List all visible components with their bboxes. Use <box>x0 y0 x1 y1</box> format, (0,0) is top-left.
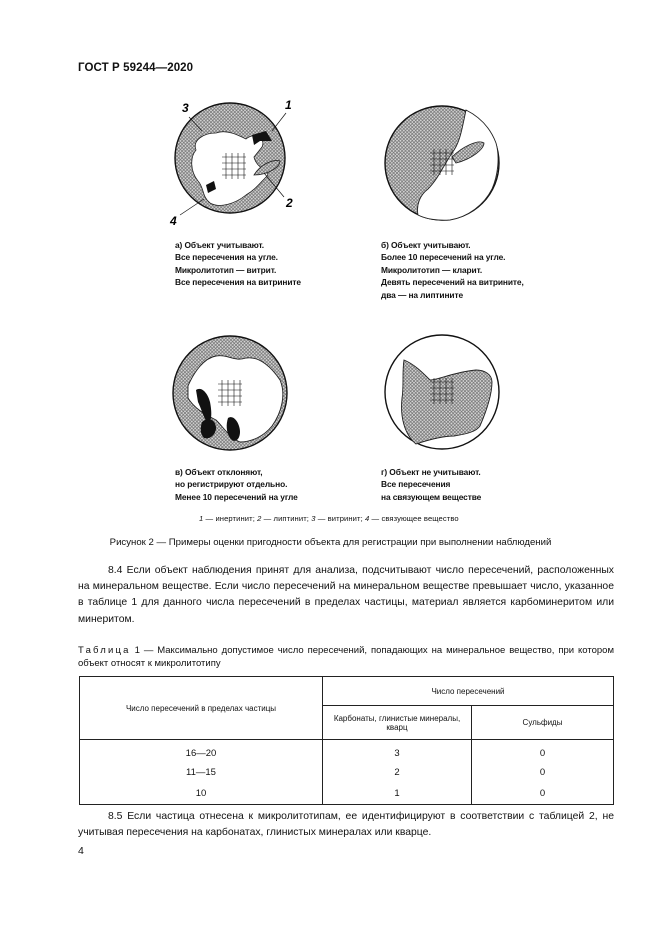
label-3: 3 <box>182 101 189 115</box>
header-sulfides: Сульфиды <box>472 706 614 740</box>
paragraph-8-4: 8.4 Если объект наблюдения принят для анализа, подсчитывают число пересечений, расположенных на минеральном веществе. Если число пересечений на минеральном веществе превышает число, указанное в таблице 1 для данного числа пересечений в пределах частицы, материал является карбоминеритом или минеритом. <box>78 565 614 625</box>
figure-panel-c <box>168 328 298 458</box>
label-2: 2 <box>286 196 293 210</box>
header-group: Число пересечений <box>323 677 614 706</box>
label-4: 4 <box>170 214 177 228</box>
figure-panel-a <box>160 95 320 235</box>
table-row: 11—15 2 0 <box>80 763 614 782</box>
caption-b: б) Объект учитывают. Более 10 пересечений на угле. Микролитотип — кларит. Девять пересечений на витрините, два — на липтините <box>381 240 524 300</box>
figure-legend: 1 — инертинит; 2 — липтинит; 3 — витринит; 4 — связующее вещество <box>199 514 459 523</box>
caption-c: в) Объект отклоняют, но регистрируют отдельно. Менее 10 пересечений на угле <box>175 467 298 502</box>
caption-d: г) Объект не учитывают. Все пересечения на связующем веществе <box>381 467 482 502</box>
figure-panel-d <box>380 330 510 458</box>
figure-title: Рисунок 2 — Примеры оценки пригодности объекта для регистрации при выполнении наблюдений <box>109 537 552 548</box>
caption-a: а) Объект учитывают. Все пересечения на угле. Микролитотип — витрит. Все пересечения на витрините <box>175 240 301 288</box>
page-number: 4 <box>78 845 84 857</box>
table-caption: Таблица 1 — Максимально допустимое число пересечений, попадающих на минеральное вещество, при котором объект относят к микролитотипу <box>78 645 614 669</box>
label-1: 1 <box>285 98 292 112</box>
document-code: ГОСТ Р 59244—2020 <box>78 62 194 74</box>
header-carbonates: Карбонаты, глинистые минералы, кварц <box>323 706 472 740</box>
figure-panel-b <box>380 105 510 230</box>
paragraph-8-5: 8.5 Если частица отнесена к микролитотипам, ее идентифицируют в соответствии с таблицей 2, не учитывая пересечения на карбонатах, глинистых минералах или кварце. <box>78 811 614 839</box>
table-row: 16—20 3 0 <box>80 740 614 764</box>
header-particle: Число пересечений в пределах частицы <box>80 677 323 740</box>
table-1 <box>79 676 614 805</box>
table-row: 10 1 0 <box>80 782 614 805</box>
